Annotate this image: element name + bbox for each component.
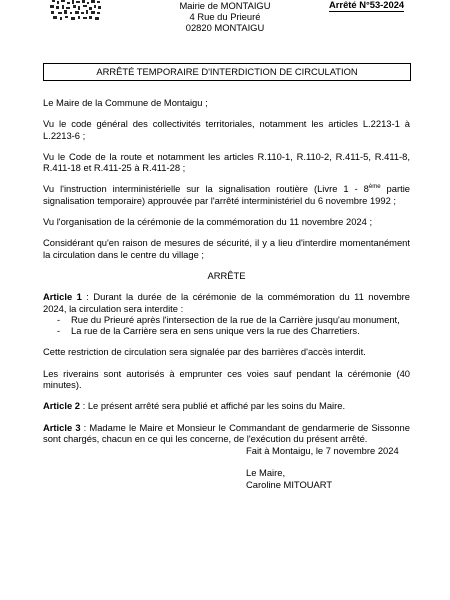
paragraph-riverains: Les riverains sont autorisés à emprunter ces voies sauf pendant la cérémonie (40 minutes).	[43, 367, 410, 391]
mairie-postcode-city: 02820 MONTAIGU	[185, 22, 265, 33]
article-1	[43, 291, 410, 314]
document-title: ARRÊTÉ TEMPORAIRE D'INTERDICTION DE CIRCULATION	[43, 63, 411, 81]
paragraph-vu-cgct: Vu le code général des collectivités territoriales, notamment les articles L.2213-1 à L.2213-6 ;	[43, 118, 410, 141]
article-1-list	[43, 314, 410, 337]
document-body	[43, 97, 410, 444]
signatory-role: Le Maire,	[246, 467, 286, 479]
instruction-text-b: partie signalisation temporaire) approuvée par l'arrêté interministériel du 6 novembre 1992 ;	[43, 183, 410, 206]
paragraph-considerant: Considérant qu'en raison de mesures de sécurité, il y a lieu d'interdire momentanément la circulation dans le centre du village ;	[43, 237, 410, 260]
article-2	[43, 400, 410, 411]
instruction-text-a: Vu l'instruction interministérielle sur la signalisation routière (Livre 1 - 8	[43, 183, 369, 195]
list-item-text: Rue du Prieuré après l'intersection de la rue de la Carrière jusqu'au monument,	[71, 313, 400, 325]
article-1-label: Article 1	[43, 291, 82, 303]
list-dash: -	[57, 313, 61, 325]
paragraph-maire: Le Maire de la Commune de Montaigu ;	[43, 97, 208, 108]
signature-block	[246, 445, 399, 490]
place-date: Fait à Montaigu, le 7 novembre 2024	[246, 445, 399, 456]
paragraph-restriction: Cette restriction de circulation sera signalée par des barrières d'accès interdit.	[43, 346, 366, 358]
paragraph-vu-instruction	[43, 183, 410, 206]
paragraph-vu-code-route: Vu le Code de la route et notamment les articles R.110-1, R.110-2, R.411-5, R.411-8, R.411-18 et R.411-25 à R.411-28 ;	[43, 150, 410, 174]
list-item	[57, 325, 410, 336]
article-2-label: Article 2	[43, 400, 80, 412]
mairie-street: 4 Rue du Prieuré	[189, 11, 261, 22]
arrete-heading: ARRÊTE	[207, 269, 246, 281]
commune-logo	[50, 0, 102, 22]
arrete-number: Arrêté N°53-2024	[329, 0, 405, 10]
article-3-text: : Madame le Maire et Monsieur le Commandant de gendarmerie de Sissonne sont chargés, chacun en ce qui les concerne, de l'exécution du présent arrêté.	[43, 421, 410, 444]
article-1-text: : Durant la durée de la cérémonie de la commémoration du 11 novembre 2024, la circulation sera interdite :	[43, 291, 410, 314]
article-2-text: : Le présent arrêté sera publié et affiché par les soins du Maire.	[80, 400, 346, 412]
article-3-label: Article 3	[43, 421, 81, 433]
instruction-superscript: ème	[368, 184, 381, 191]
signatory-name: Caroline MITOUART	[246, 478, 333, 490]
mairie-address-block	[150, 0, 300, 33]
list-item-text: La rue de la Carrière sera en sens unique vers la rue des Charretiers.	[71, 325, 360, 337]
list-item	[57, 314, 410, 325]
paragraph-vu-organisation: Vu l'organisation de la cérémonie de la commémoration du 11 novembre 2024 ;	[43, 216, 373, 228]
mairie-name: Mairie de MONTAIGU	[179, 0, 271, 11]
article-3	[43, 422, 410, 445]
list-dash: -	[57, 325, 61, 337]
